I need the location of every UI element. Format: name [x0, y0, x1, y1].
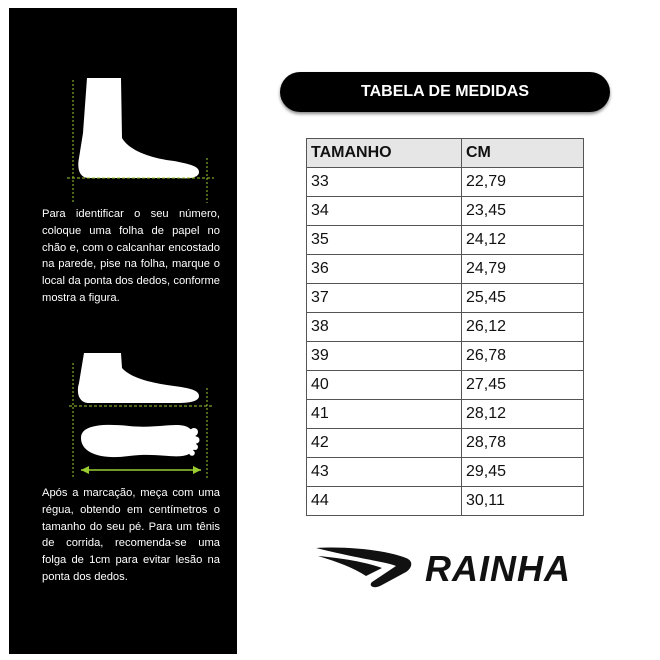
size-cell: 35	[307, 226, 462, 255]
cm-cell: 24,12	[462, 226, 584, 255]
cm-cell: 23,45	[462, 197, 584, 226]
size-cell: 39	[307, 342, 462, 371]
table-header-row	[307, 139, 584, 168]
table-row	[307, 400, 584, 429]
page-title: TABELA DE MEDIDAS	[280, 72, 610, 112]
arrow-right-icon	[193, 466, 201, 474]
table-row	[307, 342, 584, 371]
table-row	[307, 371, 584, 400]
column-header-cm: CM	[462, 139, 584, 168]
foot-side-view-icon	[78, 78, 199, 178]
table-row	[307, 226, 584, 255]
size-table	[306, 138, 584, 516]
size-cell: 34	[307, 197, 462, 226]
cm-cell: 28,12	[462, 400, 584, 429]
size-cell: 41	[307, 400, 462, 429]
rainha-logo-icon	[316, 546, 416, 590]
arrow-left-icon	[81, 466, 89, 474]
cm-cell: 25,45	[462, 284, 584, 313]
foot-sole-icon	[81, 425, 200, 457]
table-row	[307, 313, 584, 342]
cm-cell: 30,11	[462, 487, 584, 516]
instruction-step-1: Para identificar o seu número, coloque uma folha de papel no chão e, com o calcanhar encostado na parede, pise na folha, marque o local da ponta dos dedos, conforme mostra a figura.	[42, 208, 220, 304]
cm-cell: 28,78	[462, 429, 584, 458]
table-row	[307, 255, 584, 284]
table-row	[307, 168, 584, 197]
foot-side-view-2-icon	[78, 353, 199, 403]
instruction-step-2: Após a marcação, meça com uma régua, obtendo em centímetros o tamanho do seu pé. Para um tênis de corrida, recomenda-se uma folga de 1cm para evitar lesão na ponta dos dedos.	[42, 487, 220, 583]
size-cell: 40	[307, 371, 462, 400]
table-row	[307, 284, 584, 313]
size-cell: 37	[307, 284, 462, 313]
cm-cell: 27,45	[462, 371, 584, 400]
cm-cell: 29,45	[462, 458, 584, 487]
cm-cell: 24,79	[462, 255, 584, 284]
cm-cell: 26,12	[462, 313, 584, 342]
brand-name: RAINHA	[425, 548, 571, 589]
table-row	[307, 197, 584, 226]
table-row	[307, 458, 584, 487]
size-cell: 38	[307, 313, 462, 342]
size-cell: 44	[307, 487, 462, 516]
cm-cell: 26,78	[462, 342, 584, 371]
size-cell: 42	[307, 429, 462, 458]
cm-cell: 22,79	[462, 168, 584, 197]
size-cell: 36	[307, 255, 462, 284]
size-cell: 33	[307, 168, 462, 197]
size-cell: 43	[307, 458, 462, 487]
table-row	[307, 487, 584, 516]
table-row	[307, 429, 584, 458]
column-header-size: TAMANHO	[307, 139, 462, 168]
